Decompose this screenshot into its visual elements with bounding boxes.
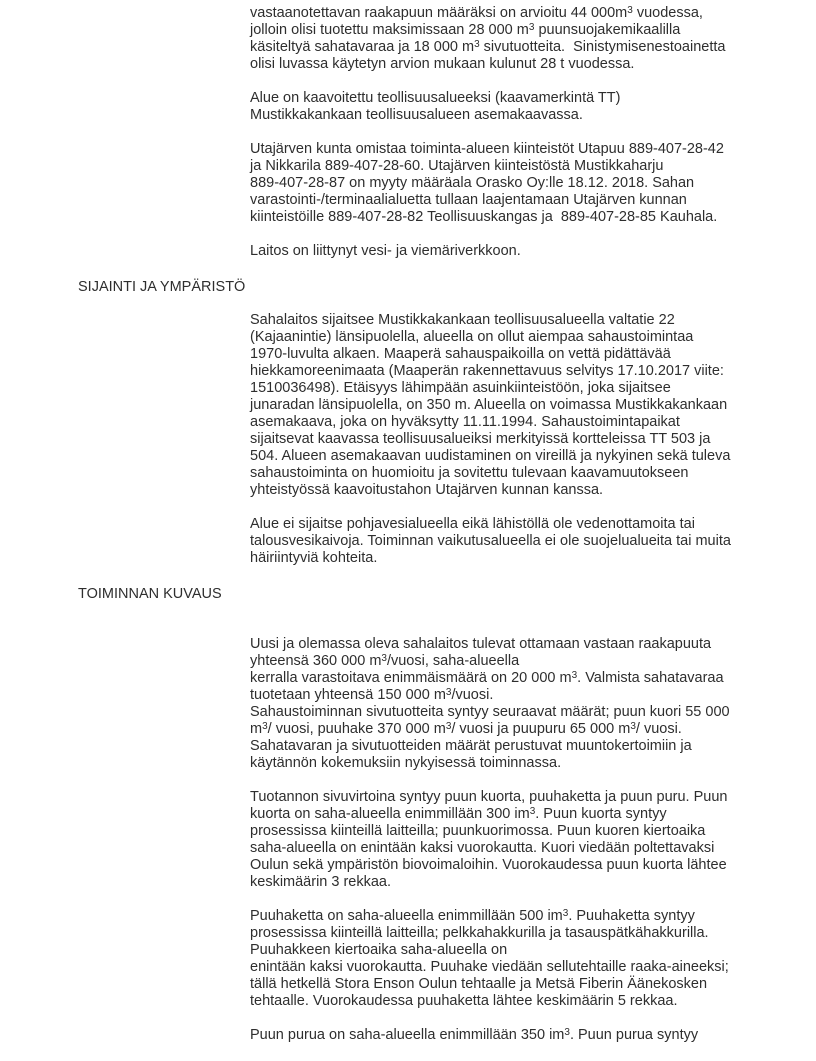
- superscript: 3: [627, 5, 633, 16]
- text-line: sijaitsevat kaavassa teollisuusalueiksi merkityissä kortteleissa TT 503 ja: [250, 431, 711, 447]
- paragraph: [250, 90, 778, 124]
- text-line: varastointi-/terminaalialuetta tullaan laajentamaan Utajärven kunnan: [250, 192, 687, 208]
- superscript: 3: [474, 39, 480, 50]
- paragraph: [250, 789, 778, 891]
- text-line: prosessissa kiinteillä laitteilla; pelkkahakkurilla ja tasauspätkähakkurilla.: [250, 925, 709, 941]
- text-line: ja Nikkarila 889-407-28-60. Utajärven kiinteistöstä Mustikkaharju: [250, 158, 664, 174]
- text-line: Utajärven kunta omistaa toiminta-alueen kiinteistöt Utapuu 889-407-28-42: [250, 141, 724, 157]
- text-line: yhteistyössä kaavoitustahon Utajärven kunnan kanssa.: [250, 482, 604, 498]
- paragraph: [250, 1027, 778, 1044]
- text-line: Sahalaitos sijaitsee Mustikkakankaan teollisuusalueella valtatie 22: [250, 312, 675, 328]
- text-line: kiinteistöille 889-407-28-82 Teollisuuskangas ja 889-407-28-85 Kauhala.: [250, 209, 718, 225]
- paragraph: [250, 312, 778, 499]
- text-line: saha-alueella on enintään kaksi vuorokautta. Kuori viedään poltettavaksi: [250, 840, 715, 856]
- text-line: tuotetaan yhteensä 150 000 $m^3$/vuosi.: [250, 687, 494, 703]
- superscript: 3: [564, 1027, 570, 1038]
- paragraph: [250, 516, 778, 567]
- text-line: keskimäärin 3 rekkaa.: [250, 874, 392, 890]
- text-line: kuorta on saha-alueella enimmillään 300 $im^3$. Puun kuorta syntyy: [250, 806, 667, 822]
- text-line: asemakaava, joka on hyväksytty 11.11.1994. Sahaustoimintapaikat: [250, 414, 680, 430]
- text-line: Puuhakkeen kiertoaika saha-alueella on: [250, 942, 508, 958]
- text-line: 1970-luvulta alkaen. Maaperä sahauspaikoilla on vettä pidättävää: [250, 346, 671, 362]
- text-line: $m^3/$ vuosi, puuhake 370 000 $m^3/$ vuosi ja puupuru 65 000 $m^3/$ vuosi.: [250, 721, 682, 737]
- text-line: käytännön kokemuksiin nykyisessä toiminnassa.: [250, 755, 562, 771]
- text-line: Sahatavaran ja sivutuotteiden määrät perustuvat muuntokertoimiin ja: [250, 738, 692, 754]
- text-line: sahaustoiminta on huomioitu ja sovitettu tulevaan kaavamuutokseen: [250, 465, 689, 481]
- text-line: (Kajaanintie) länsipuolella, alueella on ollut aiempaa sahaustoimintaa: [250, 329, 694, 345]
- text-line: enintään kaksi vuorokautta. Puuhake viedään sellutehtaille raaka-aineeksi;: [250, 959, 729, 975]
- text-line: Laitos on liittynyt vesi- ja viemäriverkkoon.: [250, 243, 521, 259]
- text-line: Alue ei sijaitse pohjavesialueella eikä lähistöllä ole vedenottamoita tai: [250, 516, 695, 532]
- superscript: 3: [262, 721, 268, 732]
- text-line: Sahaustoiminnan sivutuotteita syntyy seuraavat määrät; puun kuori 55 000: [250, 704, 730, 720]
- text-line: käsiteltyä sahatavaraa ja 18 000 $m^3$ sivutuotteita. Sinistymisenestoainetta: [250, 39, 726, 55]
- text-line: Tuotannon sivuvirtoina syntyy puun kuorta, puuhaketta ja puun puru. Puun: [250, 789, 728, 805]
- text-line: tällä hetkellä Stora Enson Oulun tehtaalle ja Metsä Fiberin Äänekosken: [250, 976, 708, 992]
- text-line: Mustikkakankaan teollisuusalueen asemakaavassa.: [250, 107, 583, 123]
- text-line: 1510036498). Etäisyys lähimpään asuinkiinteistöön, joka sijaitsee: [250, 380, 671, 396]
- text-line: olisi luvassa käytetyn arvion mukaan kulunut 28 t vuodessa.: [250, 56, 635, 72]
- superscript: 3: [445, 721, 452, 732]
- superscript: 3: [528, 22, 535, 33]
- text-line: junaradan länsipuolella, on 350 m. Alueella on voimassa Mustikkakankaan: [250, 397, 728, 413]
- superscript: 3: [630, 721, 636, 732]
- section-heading: TOIMINNAN KUVAUS: [78, 586, 222, 602]
- text-line: yhteensä 360 000 $m^3$/vuosi, saha-alueella: [250, 653, 520, 669]
- blank-line: [78, 619, 778, 636]
- text-line: hiekkamoreenimaata (Maaperän rakennettavuus selvitys 17.10.2017 viite:: [250, 363, 724, 379]
- text-line: 504. Alueen asemakaavan uudistaminen on vireillä ja nykyinen sekä tuleva: [250, 448, 731, 464]
- paragraph: [250, 141, 778, 226]
- superscript: 3: [562, 908, 569, 919]
- superscript: 3: [529, 806, 536, 817]
- document-content: [78, 5, 778, 1061]
- text-line: jolloin olisi tuotettu maksimissaan 28 000 $m^3$ puunsuojakemikaalilla: [250, 22, 681, 38]
- paragraph: [250, 243, 778, 260]
- text-line: Puun purua on saha-alueella enimmillään 350 $im^3$. Puun purua syntyy: [250, 1027, 699, 1043]
- superscript: 3: [571, 670, 578, 681]
- text-line: vastaanotettavan raakapuun määräksi on arvioitu 44 $000m^3$ vuodessa,: [250, 5, 703, 21]
- text-line: 889-407-28-87 on myyty määräala Orasko Oy:lle 18.12. 2018. Sahan: [250, 175, 695, 191]
- text-line: tehtaalle. Vuorokaudessa puuhaketta lähtee keskimäärin 5 rekkaa.: [250, 993, 678, 1009]
- paragraph: [250, 908, 778, 1010]
- text-line: Puuhaketta on saha-alueella enimmillään 500 $im^3$. Puuhaketta syntyy: [250, 908, 695, 924]
- superscript: 3: [381, 653, 387, 664]
- superscript: 3: [445, 687, 452, 698]
- text-line: häiriintyviä kohteita.: [250, 550, 378, 566]
- text-line: kerralla varastoitava enimmäismäärä on 20 000 $m^3$. Valmista sahatavaraa: [250, 670, 724, 686]
- text-line: prosessissa kiinteillä laitteilla; puunkuorimossa. Puun kuoren kiertoaika: [250, 823, 706, 839]
- section-heading: SIJAINTI JA YMPÄRISTÖ: [78, 279, 246, 295]
- text-line: Alue on kaavoitettu teollisuusalueeksi (kaavamerkintä TT): [250, 90, 621, 106]
- text-line: Oulun sekä ympäristön biovoimaloihin. Vuorokaudessa puun kuorta lähtee: [250, 857, 727, 873]
- text-line: Uusi ja olemassa oleva sahalaitos tulevat ottamaan vastaan raakapuuta: [250, 636, 712, 652]
- text-line: talousvesikaivoja. Toiminnan vaikutusalueella ei ole suojelualueita tai muita: [250, 533, 731, 549]
- paragraph: [250, 636, 778, 772]
- paragraph: [250, 5, 778, 73]
